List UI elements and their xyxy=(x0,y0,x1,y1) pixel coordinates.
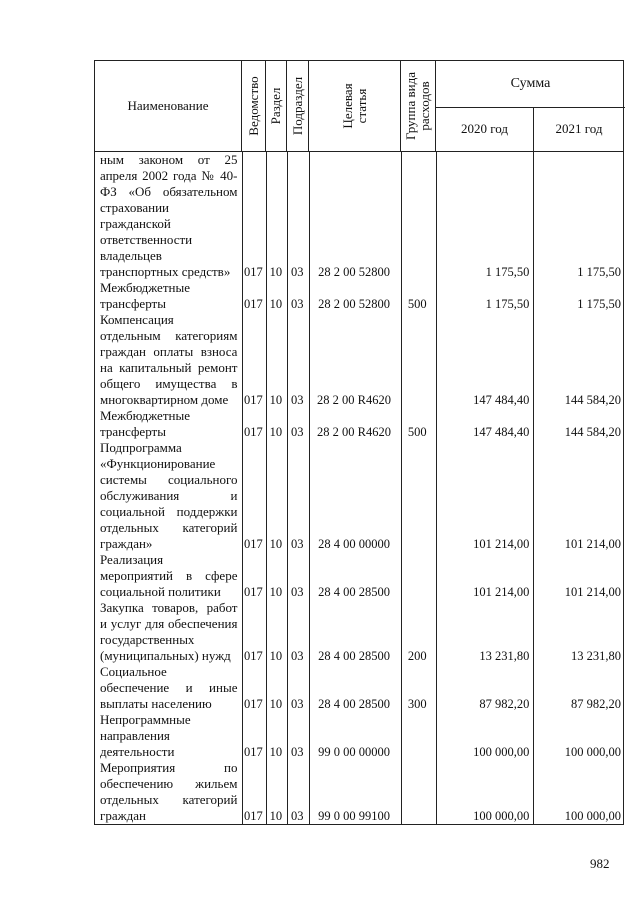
row-podrazdel: 03 xyxy=(291,297,304,311)
row-podrazdel: 03 xyxy=(291,393,304,407)
row-celevaya-statya: 28 2 00 52800 xyxy=(318,265,390,279)
row-podrazdel: 03 xyxy=(291,697,304,711)
row-sum-2020: 1 175,50 xyxy=(485,297,530,311)
row-sum-2021: 13 231,80 xyxy=(571,649,621,663)
row-razdel: 10 xyxy=(269,265,283,279)
row-celevaya-statya: 28 4 00 28500 xyxy=(318,649,390,663)
table-row xyxy=(95,600,623,664)
table-header xyxy=(94,60,624,152)
row-sum-2020: 13 231,80 xyxy=(479,649,530,663)
row-name: Межбюджетные трансферты xyxy=(100,408,190,439)
row-vedomstvo: 017 xyxy=(244,265,263,279)
row-podrazdel: 03 xyxy=(291,809,304,823)
row-razdel: 10 xyxy=(269,537,283,551)
row-sum-2021: 87 982,20 xyxy=(571,697,621,711)
row-name: Социальное обеспечение и иные выплаты населению xyxy=(100,664,238,711)
row-sum-2020: 100 000,00 xyxy=(473,745,530,759)
row-gruppa: 200 xyxy=(407,649,427,663)
row-celevaya-statya: 28 2 00 R4620 xyxy=(317,425,392,439)
row-podrazdel: 03 xyxy=(291,649,304,663)
row-vedomstvo: 017 xyxy=(244,425,263,439)
row-name: Закупка товаров, работ и услуг для обеспечения государственных (муниципальных) нужд xyxy=(100,600,238,663)
row-name: Подпрограмма «Функционирование системы социального обслуживания и социальной поддержки отдельных категорий граждан» xyxy=(100,440,238,551)
row-vedomstvo: 017 xyxy=(244,585,263,599)
header-celevaya-statya: Целевая статья xyxy=(309,61,401,151)
row-sum-2020: 147 484,40 xyxy=(473,425,530,439)
row-name: Непрограммные направления деятельности xyxy=(100,712,191,759)
header-year-2020: 2020 год xyxy=(436,107,534,151)
row-vedomstvo: 017 xyxy=(244,297,263,311)
row-sum-2021: 100 000,00 xyxy=(564,809,621,823)
row-razdel: 10 xyxy=(269,297,283,311)
header-gruppa-vida-rashodov: Группа вида расходов xyxy=(401,61,436,151)
row-name: Мероприятия по обеспечению жильем отдельных категорий граждан xyxy=(100,760,238,823)
budget-table xyxy=(94,60,624,825)
table-row xyxy=(95,664,623,712)
row-sum-2021: 144 584,20 xyxy=(564,425,621,439)
header-vedomstvo: Ведомство xyxy=(242,61,266,151)
row-name: Реализация мероприятий в сфере социальной политики xyxy=(100,552,238,599)
table-row xyxy=(95,312,623,408)
row-celevaya-statya: 28 2 00 52800 xyxy=(318,297,390,311)
header-year-2021: 2021 год xyxy=(555,121,603,136)
row-razdel: 10 xyxy=(269,745,283,759)
row-sum-2020: 87 982,20 xyxy=(479,697,530,711)
row-celevaya-statya: 28 4 00 28500 xyxy=(318,697,390,711)
row-sum-2021: 1 175,50 xyxy=(577,297,621,311)
header-summa xyxy=(436,61,625,151)
row-celevaya-statya: 99 0 00 00000 xyxy=(318,745,390,759)
row-sum-2020: 1 175,50 xyxy=(485,265,530,279)
table-rows xyxy=(95,152,623,824)
row-razdel: 10 xyxy=(269,585,283,599)
table-row xyxy=(95,408,623,440)
row-razdel: 10 xyxy=(269,809,283,823)
row-vedomstvo: 017 xyxy=(244,537,263,551)
row-sum-2020: 100 000,00 xyxy=(473,809,530,823)
row-podrazdel: 03 xyxy=(291,585,304,599)
row-sum-2021: 1 175,50 xyxy=(577,265,621,279)
row-sum-2020: 101 214,00 xyxy=(473,537,530,551)
row-gruppa: 300 xyxy=(407,697,427,711)
table-row xyxy=(95,152,623,280)
row-name: Межбюджетные трансферты xyxy=(100,280,190,311)
row-sum-2020: 147 484,40 xyxy=(473,393,530,407)
row-vedomstvo: 017 xyxy=(244,745,263,759)
row-name: ным законом от 25 апреля 2002 года № 40-ФЗ «Об обязательном страховании гражданской ответственности владельцев транспортных средств» xyxy=(100,152,238,279)
row-razdel: 10 xyxy=(269,393,283,407)
row-sum-2021: 144 584,20 xyxy=(564,393,621,407)
row-sum-2020: 101 214,00 xyxy=(473,585,530,599)
row-vedomstvo: 017 xyxy=(244,809,263,823)
row-celevaya-statya: 28 2 00 R4620 xyxy=(317,393,392,407)
row-sum-2021: 100 000,00 xyxy=(564,745,621,759)
table-row xyxy=(95,440,623,552)
table-body xyxy=(94,152,624,825)
row-podrazdel: 03 xyxy=(291,745,304,759)
header-name: Наименование xyxy=(95,61,242,151)
row-sum-2021: 101 214,00 xyxy=(564,537,621,551)
row-sum-2021: 101 214,00 xyxy=(564,585,621,599)
page-number: 982 xyxy=(590,856,610,871)
table-row xyxy=(95,712,623,760)
header-podrazdel: Подраздел xyxy=(287,61,309,151)
table-row xyxy=(95,280,623,312)
header-razdel: Раздел xyxy=(266,61,287,151)
row-razdel: 10 xyxy=(269,649,283,663)
row-name: Компенсация отдельным категориям граждан оплаты взноса на капитальный ремонт общего имущества в многоквартирном доме xyxy=(100,312,238,407)
row-vedomstvo: 017 xyxy=(244,393,263,407)
row-podrazdel: 03 xyxy=(291,425,304,439)
row-celevaya-statya: 28 4 00 00000 xyxy=(318,537,390,551)
row-gruppa: 500 xyxy=(407,297,427,311)
row-celevaya-statya: 28 4 00 28500 xyxy=(318,585,390,599)
row-razdel: 10 xyxy=(269,697,283,711)
row-podrazdel: 03 xyxy=(291,265,304,279)
table-row xyxy=(95,552,623,600)
row-podrazdel: 03 xyxy=(291,537,304,551)
row-vedomstvo: 017 xyxy=(244,697,263,711)
row-gruppa: 500 xyxy=(407,425,427,439)
header-summa-label: Сумма xyxy=(436,61,625,108)
row-vedomstvo: 017 xyxy=(244,649,263,663)
table-row xyxy=(95,760,623,824)
row-razdel: 10 xyxy=(269,425,283,439)
row-celevaya-statya: 99 0 00 99100 xyxy=(318,809,390,823)
